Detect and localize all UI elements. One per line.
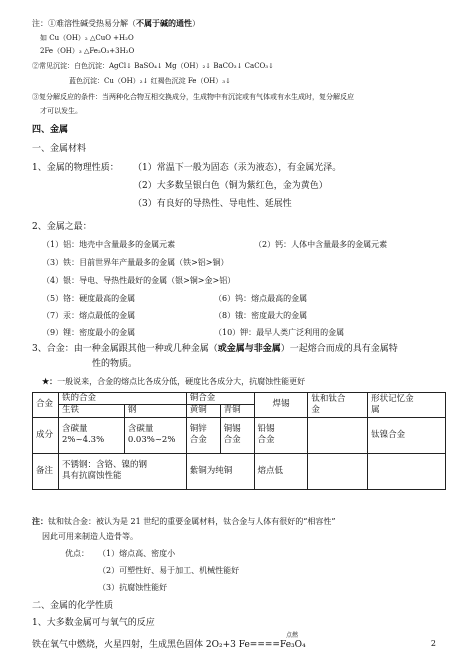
note-text: 钛和钛合金：被认为是 21 世纪的重要金属材料，钛合金与人体有很好的“相容性” [48,517,336,526]
note-1-bold: 不属于碱的通性 [136,18,192,28]
subsection-2: 二、金属的化学性质 [32,601,114,611]
most-5: （5）铬：硬度最高的金属 [42,294,136,303]
table-header-bronze: 青铜 [220,405,254,417]
most-7: （7）汞：熔点最低的金属 [42,311,136,320]
advantages-label: 优点： [65,549,89,558]
cell-text: 2%~4.3% [61,435,105,446]
equation-1: 如 Cu（OH）₂ △CuO +H₂O [40,34,134,42]
page-number: 2 [430,639,436,648]
prop-2: （2）大多数呈银白色（铜为紫红色，金为黄色） [133,181,328,191]
table-header-pig-iron: 生铁 [58,405,124,417]
section-title: 四、金属 [32,125,69,135]
most-4: （4）银：导电、导热性最好的金属（银>铜>金>铝） [42,276,236,285]
table-header-copper: 铜合金 [186,393,254,405]
most-3: （3）铁：目前世界年产量最多的金属（铁>铝>铜） [42,258,229,267]
most-9: （9）锂：密度最小的金属 [42,328,136,337]
props-label: 1、金属的物理性质： [32,163,119,173]
cell-text: 合金 [257,435,275,446]
alloy-def-bold: 或金属与非金属 [217,344,281,354]
advantage-3: （3）抗腐蚀性能好 [98,583,168,592]
table-cell [308,417,368,453]
cell-text: 0.03%~2% [127,435,176,446]
table-cell [58,417,124,453]
table-row [33,453,446,489]
titanium-note [32,517,335,527]
table-header-brass: 黄铜 [186,405,220,417]
note-3b: 才可以发生。 [40,107,82,115]
table-cell [308,453,368,489]
table-cell [124,417,186,453]
table-row [33,417,446,453]
cell-text: 铅锡 [257,423,275,434]
note-1 [32,19,200,29]
note-label: 注： [32,516,48,526]
table-row [33,393,446,405]
cell-text: 合金 [223,435,241,446]
note-2: ②常见沉淀：白色沉淀：AgCl↓ BaSO₄↓ Mg（OH）₂↓ BaCO₃↓ CaCO₃↓ [32,62,274,70]
condition-ignite: 点燃 [286,632,299,639]
table-header-memory [368,393,446,418]
cell-text: 含碳量 [61,423,88,434]
note-1-suffix: ） [192,19,200,28]
alloy-def-text: 3、合金：由一种金属跟其他一种或几种金属（ [32,344,218,354]
table-cell: 紫铜为纯铜 [186,453,254,489]
titanium-note-2: 因此可用来制造人造骨等。 [42,532,138,541]
alloy-def [32,344,398,355]
most-6: （6）钨：熔点最高的金属 [214,294,308,303]
most-10: （10）钾：最早人类广泛利用的金属 [214,328,345,337]
table-cell: 钛镍合金 [368,417,446,453]
most-2: （2）钙：人体中含量最多的金属元素 [254,240,388,249]
table-cell [254,417,308,453]
titanium-line-1: 钛和钛合 [311,393,346,404]
table-header-steel: 钢 [124,405,186,417]
note-1-text: 注：①难溶性碱受热易分解（ [32,19,136,28]
cell-text: 含碳量 [127,423,154,434]
star-text: 一般说来，合金的熔点比各成分低，硬度比各成分大，抗腐蚀性能更好 [57,377,306,386]
prop-3: （3）有良好的导热性、导电性、延展性 [133,199,292,209]
table-label-composition: 成分 [33,417,59,453]
alloy-table [32,392,446,490]
advantage-1: （1）熔点高、密度小 [98,549,176,558]
table-cell [220,417,254,453]
reaction-item-1: 1、大多数金属可与氧气的反应 [32,618,155,628]
table-header-iron: 铁的合金 [58,393,186,405]
alloy-def-2: 性的物质。 [92,359,138,369]
star-note [42,377,305,387]
table-header-solder: 焊锡 [254,393,308,418]
cell-text: 不锈钢：含铬、镍的钢 [61,459,147,470]
iron-combustion: 铁在氧气中燃烧，火星四射，生成黑色固体 2O₂+3 Fe====Fe₃O₄ [32,640,306,650]
cell-text: 铜锌 [189,423,207,434]
memory-line-2: 属 [371,404,380,415]
table-header-titanium [308,393,368,418]
memory-line-1: 形状记忆金 [371,393,414,404]
note-2b: 蓝色沉淀：Cu（OH）₂↓ 红褐色沉淀 Fe（OH）₃↓ [69,77,231,85]
prop-1: （1）常温下一般为固态（汞为液态），有金属光泽。 [133,163,342,173]
most-title: 2、金属之最： [32,222,92,232]
table-header-alloy: 合金 [33,393,59,418]
advantage-2: （2）可塑性好、易于加工、机械性能好 [98,566,240,575]
titanium-line-2: 金 [311,404,320,415]
note-3a: ③复分解反应的条件：当两种化合物互相交换成分，生成物中有沉淀或有气体或有水生成时，复分解反应 [32,93,354,101]
cell-text: 具有抗腐蚀性能 [61,471,122,482]
table-cell [368,453,446,489]
equation-2: 2Fe（OH）₃ △Fe₂O₃+3H₂O [40,47,135,55]
most-1: （1）铝：地壳中含量最多的金属元素 [42,240,176,249]
most-8: （8）锇：密度最大的金属 [214,311,308,320]
star-icon: ★： [42,376,58,386]
table-cell: 熔点低 [254,453,308,489]
subsection-1: 一、金属材料 [32,144,87,154]
alloy-def-suffix: ）一起熔合而成的具有金属特 [280,344,398,354]
cell-text: 铜锡 [223,423,241,434]
table-cell [186,417,220,453]
table-label-remarks: 备注 [33,453,59,489]
table-cell [58,453,186,489]
cell-text: 合金 [189,435,207,446]
